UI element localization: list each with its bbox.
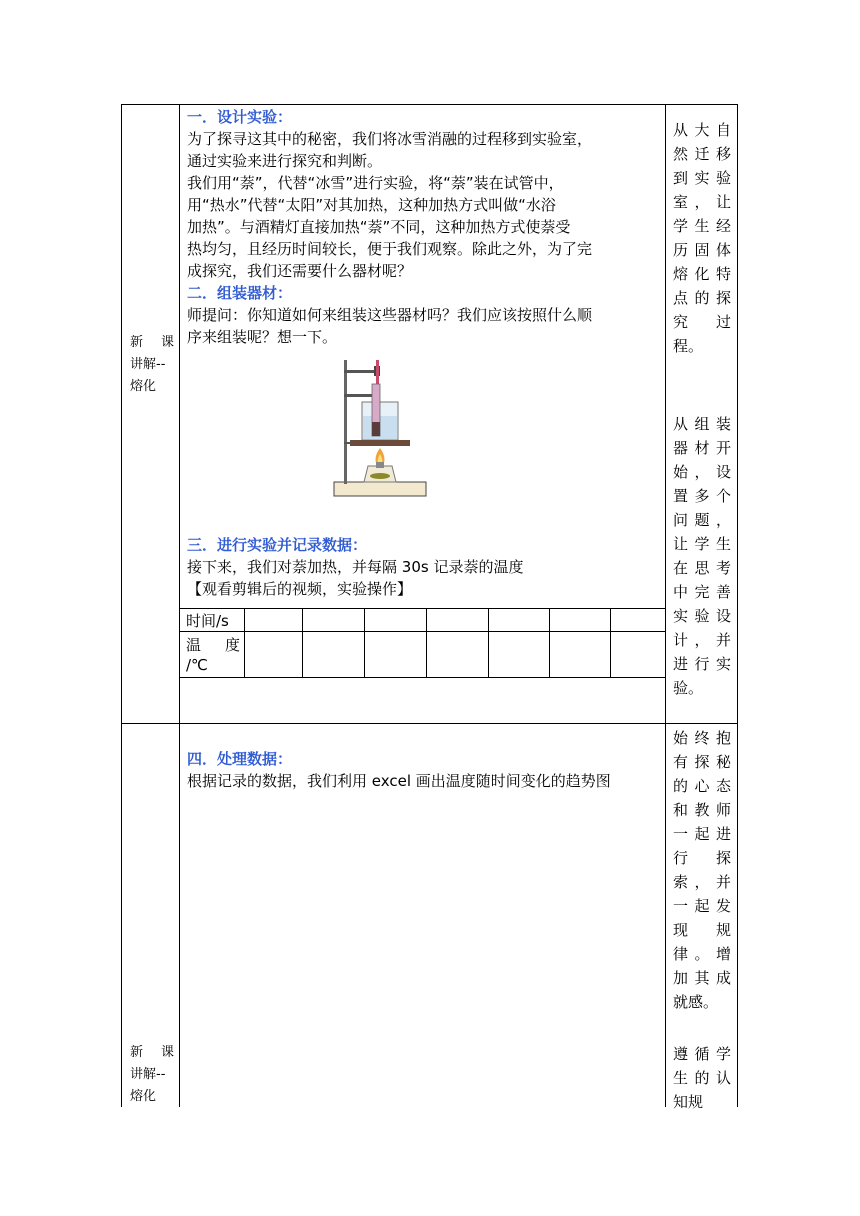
section1-line2: 通过实验来进行探究和判断。	[187, 152, 383, 170]
section2-heading: 二．组装器材：	[187, 284, 293, 302]
data-table-mid	[179, 631, 666, 632]
section2-line1: 师提问：你知道如何来组装这些器材吗？我们应该按照什么顺	[187, 306, 593, 324]
row1-side-comment-1: 从大自然迁移到实验室，让学生经历固体熔化特点的探究过程。	[673, 121, 731, 355]
data-table-col7	[610, 608, 611, 678]
data-table-col5	[488, 608, 489, 678]
data-table-bottom	[179, 677, 666, 678]
section1-line3: 我们用“萘”，代替“冰雪”进行实验，将“萘”装在试管中，	[187, 174, 564, 192]
section4-heading: 四．处理数据：	[187, 750, 293, 768]
row2-label-line2: 讲解--	[130, 1067, 166, 1082]
section1-line4: 用“热水”代替“太阳”对其加热，这种加热方式叫做“水浴	[187, 196, 556, 214]
section1-heading: 一．设计实验：	[187, 108, 293, 126]
column-divider-1	[179, 104, 180, 1107]
section4-line1: 根据记录的数据，我们利用 excel 画出温度随时间变化的趋势图	[187, 772, 611, 790]
row-divider	[121, 723, 738, 724]
section2-line2: 序来组装呢？想一下。	[187, 328, 338, 346]
row1-main	[187, 106, 663, 348]
section3-line2: 【观看剪辑后的视频，实验操作】	[187, 580, 413, 598]
data-table-col4	[426, 608, 427, 678]
row2-label-line1: 新 课	[130, 1045, 174, 1060]
data-table-col3	[364, 608, 365, 678]
row1-label-line3: 熔化	[130, 379, 157, 394]
row1-label-line1: 新 课	[130, 335, 174, 350]
data-table-col2	[302, 608, 303, 678]
apparatus-illustration	[330, 356, 430, 500]
data-table-top	[179, 608, 666, 609]
table-border-right	[737, 104, 738, 1107]
row1-side-comment-2: 从组装器材开始，设置多个问题，让学生在思考中完善实验设计，并进行实验。	[673, 415, 731, 697]
time-header: 时间/s	[186, 612, 229, 630]
section1-line5: 加热”。与酒精灯直接加热“萘”不同，这种加热方式使萘受	[187, 218, 571, 236]
table-border-top	[121, 104, 738, 105]
data-table-col6	[549, 608, 550, 678]
section1-line7: 成探究，我们还需要什么器材呢？	[187, 262, 413, 280]
section3-heading: 三．进行实验并记录数据：	[187, 536, 368, 554]
temp-header-line1: 温 度	[186, 636, 240, 654]
column-divider-2	[665, 104, 666, 1107]
row1-label-line2: 讲解--	[130, 357, 166, 372]
section1-line1: 为了探寻这其中的秘密，我们将冰雪消融的过程移到实验室，	[187, 130, 593, 148]
row2-label	[130, 1042, 174, 1108]
row1-label	[130, 332, 174, 398]
row2-side-comment-1: 始终抱有探秘的心态和教师一起进行探索，并一起发现规律。增加其成就感。	[673, 729, 731, 1011]
section1-line6: 热均匀，且经历时间较长，便于我们观察。除此之外，为了完	[187, 240, 593, 258]
section3-line1: 接下来，我们对萘加热，并每隔 30s 记录萘的温度	[187, 558, 524, 576]
table-border-left	[121, 104, 122, 1107]
row1-section3	[187, 534, 663, 600]
row2-side-comment-2: 遵循学生的认知规	[673, 1045, 731, 1111]
temp-header-line2: /℃	[186, 656, 208, 674]
data-table-col1	[244, 608, 245, 678]
row2-label-line3: 熔化	[130, 1089, 157, 1104]
row2-main	[187, 748, 663, 792]
